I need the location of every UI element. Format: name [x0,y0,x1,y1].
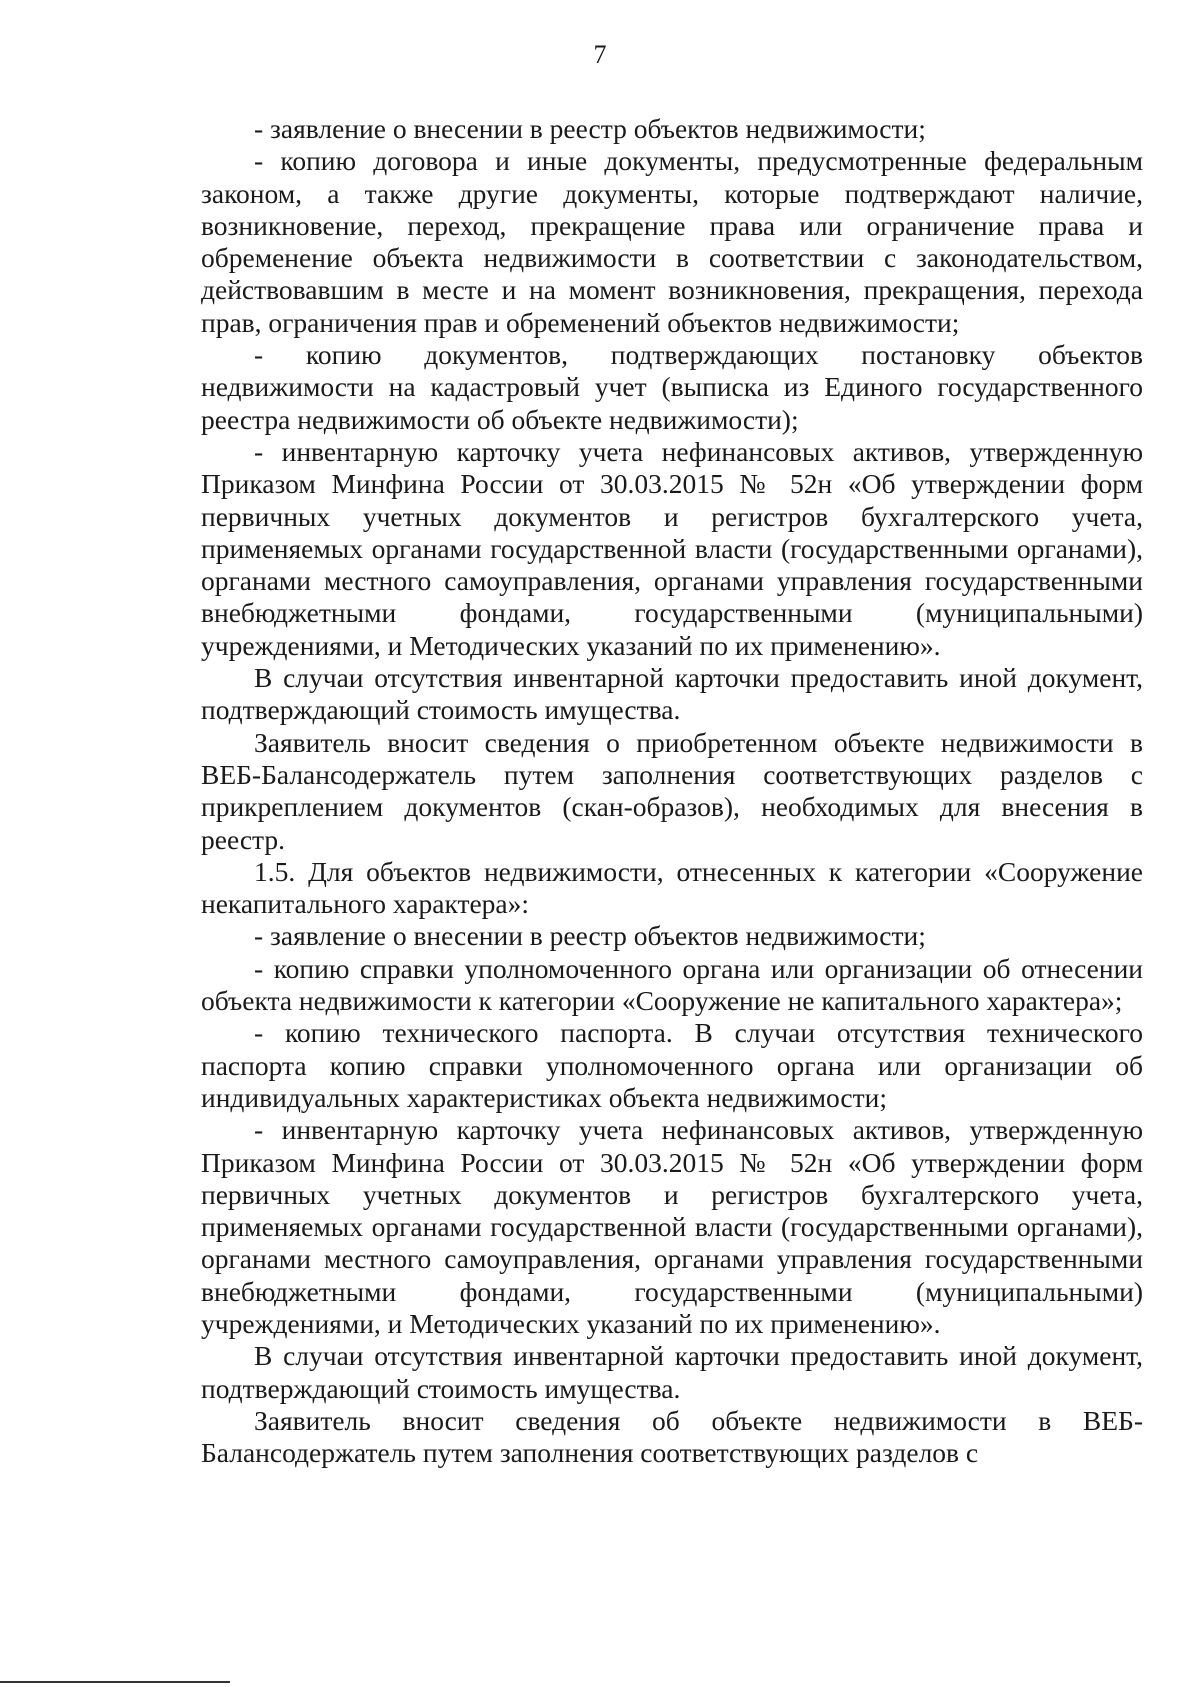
paragraph: Заявитель вносит сведения о приобретенном объекте недвижимости в ВЕБ-Балансодержатель путем заполнения соответствующих разделов с прикреплением документов (скан-образов), необходимых для внесения в реестр. [201,726,1143,855]
paragraph: - копию договора и иные документы, предусмотренные федеральным законом, а также другие документы, которые подтверждают наличие, возникновение, переход, прекращение права или ограничение права и обременение объекта недвижимости в соответствии с законодательством, действовавшим в месте и на момент возникновения, прекращения, перехода прав, ограничения прав и обременений объектов недвижимости; [201,145,1143,338]
paragraph: - копию справки уполномоченного органа или организации об отнесении объекта недвижимости к категории «Сооружение не капитального характера»; [201,952,1143,1017]
paragraph: 1.5. Для объектов недвижимости, отнесенных к категории «Сооружение некапитального характера»: [201,855,1143,920]
paragraph: - заявление о внесении в реестр объектов недвижимости; [254,920,926,952]
paragraph: - копию документов, подтверждающих постановку объектов недвижимости на кадастровый учет (выписка из Единого государственного реестра недвижимости об объекте недвижимости); [201,339,1143,435]
paragraph: В случаи отсутствия инвентарной карточки предоставить иной документ, подтверждающий стоимость имущества. [201,1340,1143,1404]
paragraph: - копию технического паспорта. В случаи отсутствия технического паспорта копию справки уполномоченного органа или организации об индивидуальных характеристиках объекта недвижимости; [201,1017,1143,1113]
document-body [201,113,1143,1469]
footer-rule [0,1681,230,1683]
paragraph: - инвентарную карточку учета нефинансовых активов, утвержденную Приказом Минфина России от 30.03.2015 № 52н «Об утверждении форм первичных учетных документов и регистров бухгалтерского учета, применяемых органами государственной власти (государственными органами), органами местного самоуправления, органами управления государственными внебюджетными фондами, государственными (муниципальными) учреждениями, и Методических указаний по их применению». [201,1114,1143,1339]
page-number: 7 [593,40,607,69]
paragraph: - инвентарную карточку учета нефинансовых активов, утвержденную Приказом Минфина России от 30.03.2015 № 52н «Об утверждении форм первичных учетных документов и регистров бухгалтерского учета, применяемых органами государственной власти (государственными органами), органами местного самоуправления, органами управления государственными внебюджетными фондами, государственными (муниципальными) учреждениями, и Методических указаний по их применению». [201,435,1143,661]
paragraph: - заявление о внесении в реестр объектов недвижимости; [254,113,926,144]
paragraph: В случаи отсутствия инвентарной карточки предоставить иной документ, подтверждающий стоимость имущества. [201,662,1143,726]
paragraph: Заявитель вносит сведения об объекте недвижимости в ВЕБ-Балансодержатель путем заполнения соответствующих разделов с [201,1404,1143,1469]
